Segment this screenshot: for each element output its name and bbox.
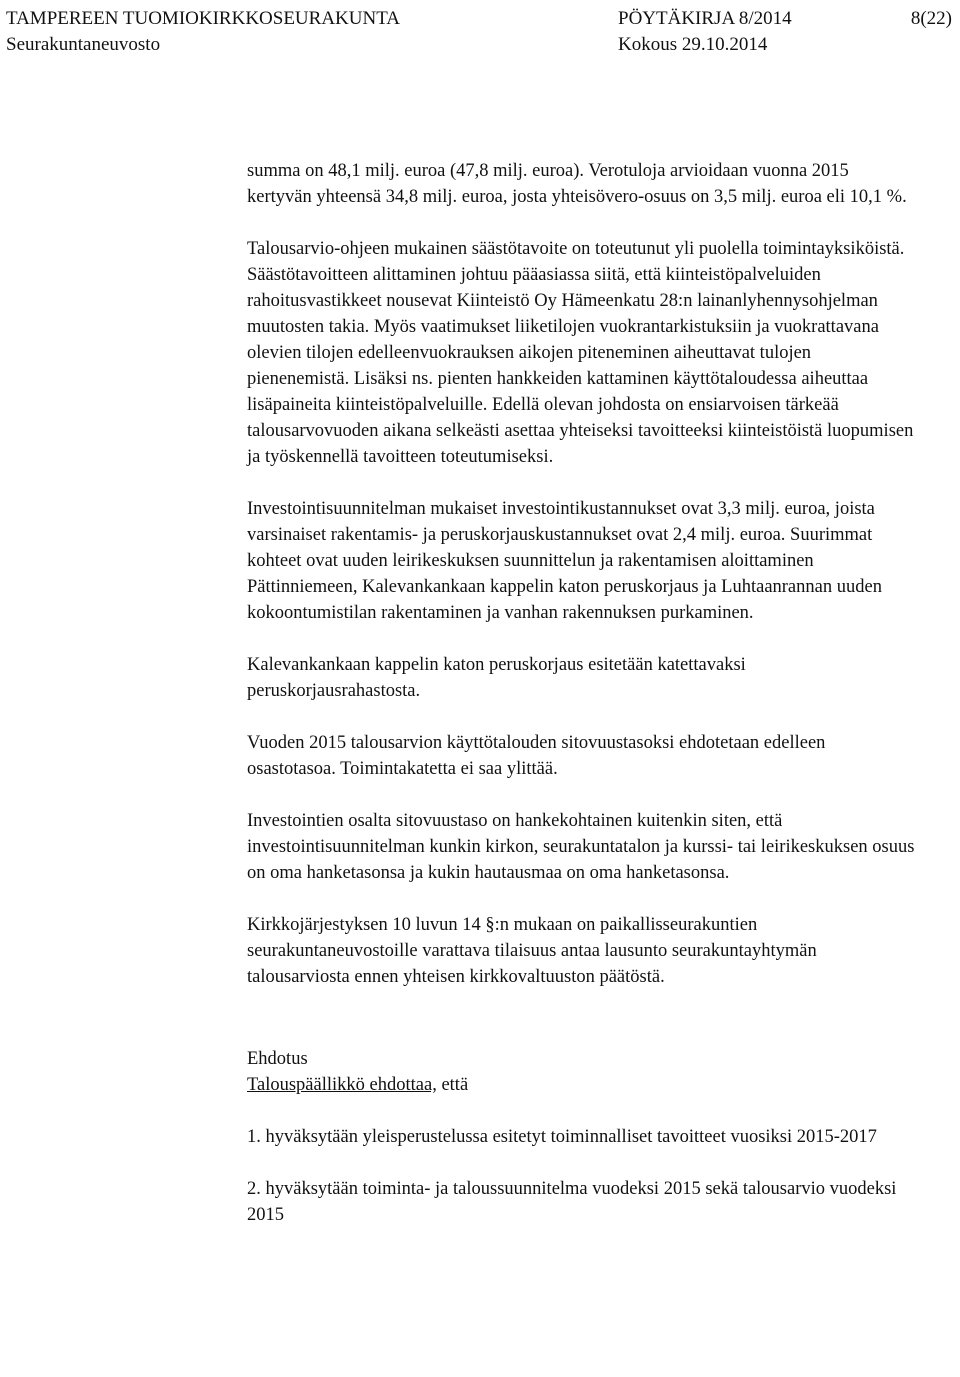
- proposal-intro: [247, 1072, 915, 1098]
- page-number: 8(22): [910, 8, 952, 29]
- body-name: Seurakuntaneuvosto: [6, 34, 161, 55]
- proposal-heading: Ehdotus: [247, 1049, 308, 1069]
- proposal-item-2: 2. hyväksytään toiminta- ja taloussuunnitelma vuodeksi 2015 sekä talousarvio vuodeksi 2015: [247, 1179, 897, 1225]
- proposer-suffix: että: [436, 1075, 469, 1095]
- paragraph-binding-level: Vuoden 2015 talousarvion käyttötalouden sitovuustasoksi ehdotetaan edelleen osastotasoa. Toimintakatetta ei saa ylittää.: [247, 733, 826, 779]
- page-header: [6, 6, 952, 58]
- document-title: PÖYTÄKIRJA 8/2014: [618, 8, 792, 29]
- organization-name: TAMPEREEN TUOMIOKIRKKOSEURAKUNTA: [6, 8, 401, 29]
- meeting-date: Kokous 29.10.2014: [618, 34, 768, 55]
- paragraph-tax-revenue: summa on 48,1 milj. euroa (47,8 milj. euroa). Verotuloja arvioidaan vuonna 2015 kertyvän yhteensä 34,8 milj. euroa, josta yhteisövero-osuus on 3,5 milj. euroa eli 10,1 %.: [247, 161, 907, 207]
- paragraph-church-order: Kirkkojärjestyksen 10 luvun 14 §:n mukaan on paikallisseurakuntien seurakuntaneuvostoille varattava tilaisuus antaa lausunto seurakuntayhtymän talousarviosta ennen yhteisen kirkkovaltuuston päätöstä.: [247, 915, 817, 987]
- paragraph-savings-target: Talousarvio-ohjeen mukainen säästötavoite on toteutunut yli puolella toimintayksiköistä. Säästötavoitteen alittaminen johtuu pääasiassa siitä, että kiinteistöpalveluiden rahoitusvastikkeet nousevat Kiinteistö Oy Hämeenkatu 28:n lainanlyhennysohjelman muutosten takia. Myös vaatimukset liiketilojen vuokrantarkistuksiin ja vuokrattavana olevien tilojen edelleenvuokrauksen aikojen piteneminen aiheuttavat tulojen pienenemistä. Lisäksi ns. pienten hankkeiden kattaminen käyttötaloudessa aiheuttaa lisäpaineita kiinteistöpalveluille. Edellä olevan johdosta on ensiarvoisen tärkeää talousarvovuoden aikana selkeästi asettaa yhteiseksi tavoitteeksi kiinteistöistä luopumisen ja työskennellä tavoitteen toteutumiseksi.: [247, 239, 914, 467]
- paragraph-chapel-roof: Kalevankankaan kappelin katon peruskorjaus esitetään katettavaksi peruskorjausrahastosta.: [247, 655, 746, 701]
- paragraph-investment-binding: Investointien osalta sitovuustaso on hankekohtainen kuitenkin siten, että investointisuunnitelman kunkin kirkon, seurakuntatalon ja kurssi- tai leirikeskuksen osuus on oma hanketasonsa ja kukin hautausmaa on oma hanketasonsa.: [247, 811, 915, 883]
- proposer: Talouspäällikkö ehdottaa,: [247, 1075, 437, 1095]
- document-body: [247, 158, 915, 1254]
- paragraph-investment-plan: Investointisuunnitelman mukaiset investointikustannukset ovat 3,3 milj. euroa, joista varsinaiset rakentamis- ja peruskorjauskustannukset ovat 2,4 milj. euroa. Suurimmat kohteet ovat uuden leirikeskuksen suunnittelun ja rakentamisen aloittaminen Pättinniemeen, Kalevankankaan kappelin katon peruskorjaus ja Luhtaanrannan uuden kokoontumistilan rakentaminen ja vanhan rakennuksen purkaminen.: [247, 499, 882, 623]
- proposal-item-1: 1. hyväksytään yleisperustelussa esitetyt toiminnalliset tavoitteet vuosiksi 2015-2017: [247, 1127, 877, 1147]
